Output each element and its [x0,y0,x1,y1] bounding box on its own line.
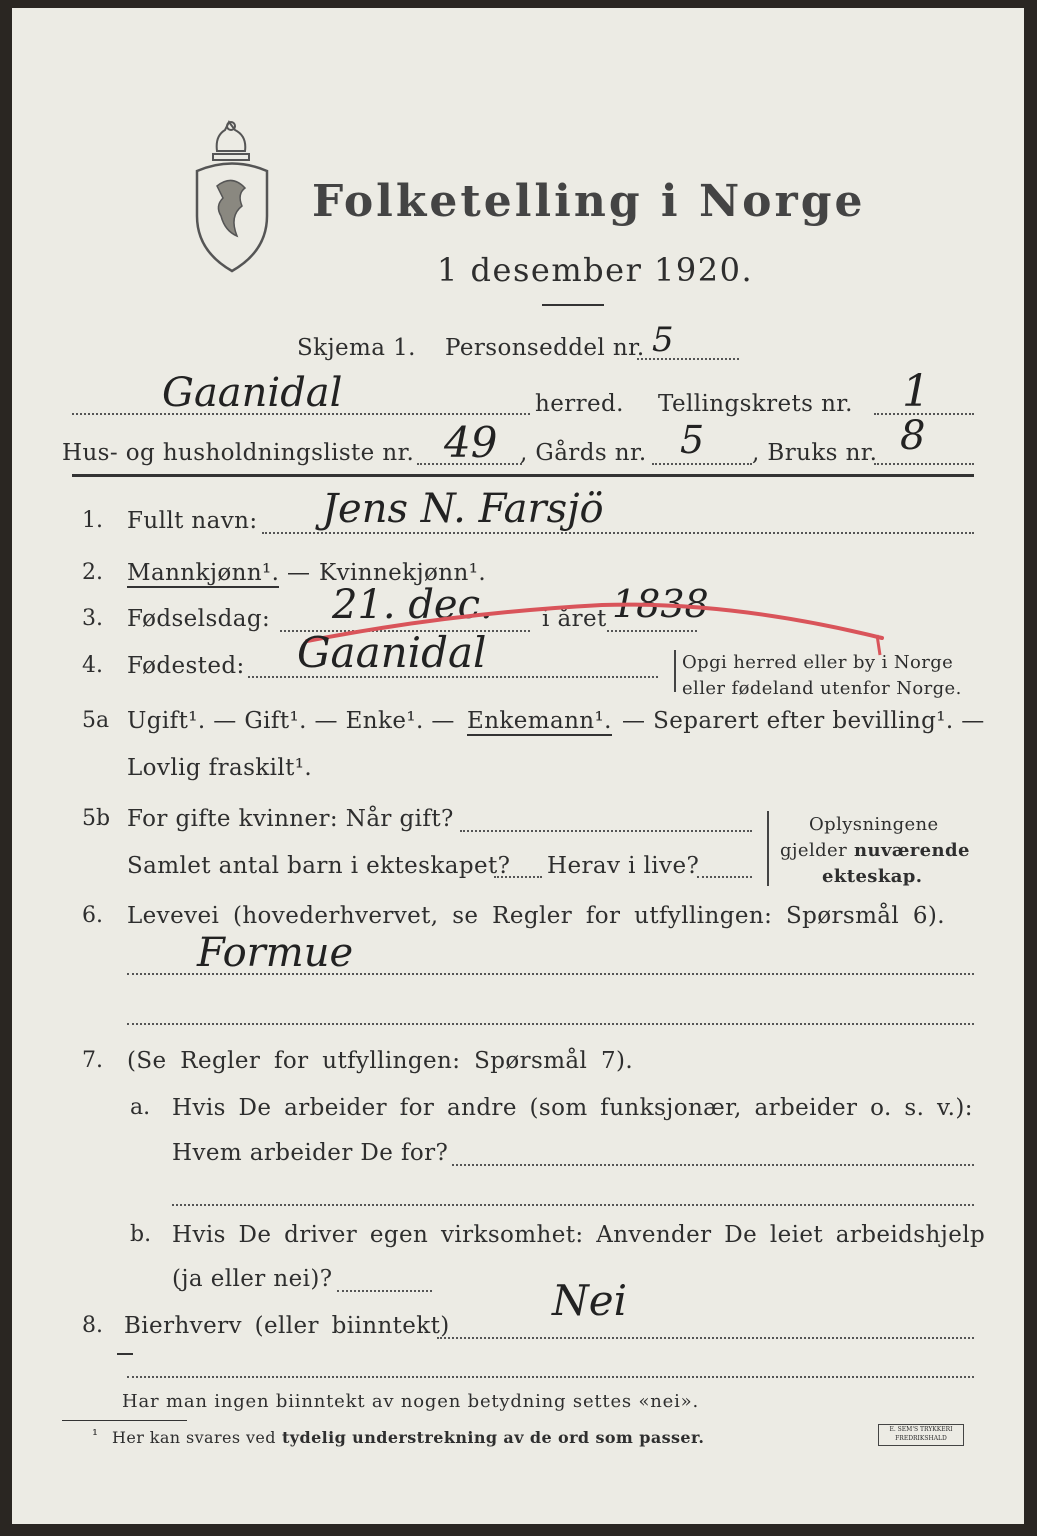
bruks-label: , Bruks nr. [752,440,878,466]
q5b-note-line3: ekteskap. [822,866,923,887]
q7a-letter: a. [130,1095,151,1120]
q6-label: Levevei (hovederhvervet, se Regler for utfyllingen: Spørsmål 6). [127,903,946,929]
form-title: Folketelling i Norge [312,176,866,227]
q3-label: Fødselsdag: [127,606,271,632]
form-date: 1 desember 1920. [437,251,754,289]
q7-number: 7. [82,1048,103,1073]
norway-coat-of-arms-icon [187,116,277,276]
herred-value[interactable]: Gaanidal [162,370,343,416]
husliste-value[interactable]: 49 [444,418,498,467]
header-divider [72,474,974,477]
q5a-enkemann-option[interactable]: Enkemann¹. [467,708,612,734]
q5a-options-b: — Separert efter bevilling¹. — [622,708,985,734]
footnote-mark: ¹ [92,1426,99,1444]
q7-label: (Se Regler for utfyllingen: Spørsmål 7). [127,1048,634,1074]
q8-label: Bierhverv (eller biinntekt) [124,1313,450,1339]
q7a-line2 [172,1204,974,1206]
bruks-line [874,463,974,465]
herred-label: herred. [535,391,624,417]
q6-line1 [127,973,974,975]
q4-note-line2: eller fødeland utenfor Norge. [682,678,962,699]
personseddel-label: Personseddel nr. [445,335,645,361]
q6-line2 [127,1023,974,1025]
q5b-label-children: Samlet antal barn i ekteskapet? [127,853,511,879]
husliste-label: Hus- og husholdningsliste nr. [62,440,415,466]
q4-number: 4. [82,653,103,678]
q4-brace [674,650,676,692]
q5a-options-line2: Lovlig fraskilt¹. [127,755,313,781]
title-divider [542,304,604,306]
q1-line [262,532,974,534]
q5a-number: 5a [82,708,110,733]
footnote-text-b: tydelig understrekning av de ord som passer. [282,1428,705,1447]
tellingskrets-label: Tellingskrets nr. [658,391,853,417]
q1-value-full-name[interactable]: Jens N. Farsjö [322,486,604,532]
q4-label: Fødested: [127,653,245,679]
q7b-line [337,1290,432,1292]
q4-note-line1: Opgi herred eller by i Norge [682,652,954,673]
q6-value-occupation[interactable]: Formue [197,930,354,976]
q5b-label-alive: Herav i live? [547,853,700,879]
q3-value-year[interactable]: 1838 [612,582,709,626]
q5b-children-line [494,876,542,878]
q7a-label-employer: Hvem arbeider De for? [172,1140,449,1166]
q5b-brace [767,811,769,886]
q5b-note-line2a: gjelder [780,840,848,861]
q3-year-label: i året [542,606,607,632]
q1-number: 1. [82,508,103,533]
q7b-label-yesno: (ja eller nei)? [172,1266,333,1292]
personseddel-value[interactable]: 5 [652,320,674,360]
q5b-alive-line [697,876,752,878]
gards-value[interactable]: 5 [680,418,705,462]
q2-kvinne-option[interactable]: Kvinnekjønn¹. [319,560,487,586]
q5b-when-married-line [460,830,752,832]
census-form [12,8,1024,1524]
q2-number: 2. [82,560,103,585]
q1-label: Fullt navn: [127,508,258,534]
q2-separator: — [287,560,311,586]
q5a-options-a: Ugift¹. — Gift¹. — Enke¹. — [127,708,455,734]
q7b-letter: b. [130,1222,152,1247]
gards-label: , Gårds nr. [520,440,647,466]
gards-line [652,463,752,465]
q5b-note-line1: Oplysningene [809,814,939,835]
q3-number: 3. [82,606,103,631]
bruks-value[interactable]: 8 [900,413,926,459]
q5b-label-when-married: For gifte kvinner: Når gift? [127,806,454,832]
footer-note: Har man ingen biinntekt av nogen betydning settes «nei». [122,1391,700,1412]
q4-value-birthplace[interactable]: Gaanidal [297,628,487,677]
q8-dash [117,1353,133,1355]
q8-value-side-income[interactable]: Nei [552,1276,628,1325]
q6-number: 6. [82,903,103,928]
q8-line1 [437,1337,974,1339]
skjema-label: Skjema 1. [297,335,416,361]
q2-mann-option[interactable]: Mannkjønn¹. [127,560,280,586]
q5b-number: 5b [82,806,111,831]
footnote-text-a: Her kan svares ved [112,1428,276,1447]
q8-line2 [127,1376,974,1378]
q5b-note-line2b: nuværende [854,840,970,861]
footnote-divider [62,1420,187,1421]
q7a-line1 [452,1164,974,1166]
q7a-label: Hvis De arbeider for andre (som funksjonær, arbeider o. s. v.): [172,1095,973,1121]
tellingskrets-value[interactable]: 1 [902,366,930,417]
q3-value-birthday[interactable]: 21. dec. [332,582,493,628]
q8-number: 8. [82,1313,103,1338]
q7b-label: Hvis De driver egen virksomhet: Anvender De leiet arbeidshjelp [172,1222,986,1248]
printer-stamp: E. SEM'S TRYKKERI FREDRIKSHALD [878,1424,964,1446]
